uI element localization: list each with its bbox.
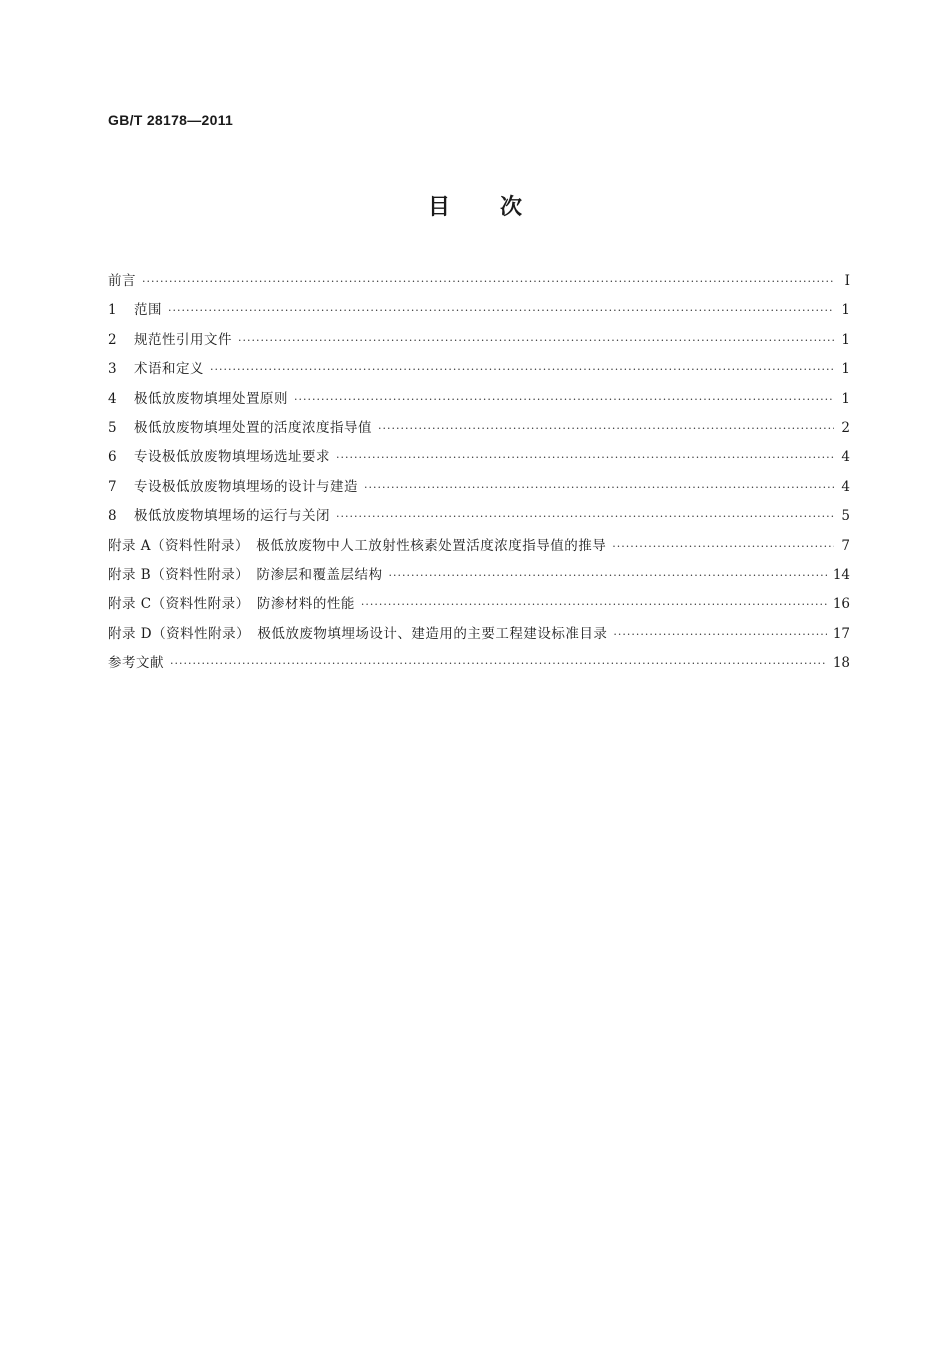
toc-label: 极低放废物填埋处置的活度浓度指导值 (134, 419, 372, 436)
toc-entry-appendix-a[interactable] (108, 534, 850, 563)
toc-page-number: 16 (832, 596, 850, 613)
toc-label: 专设极低放废物填埋场的设计与建造 (134, 478, 358, 495)
toc-entry-4[interactable] (108, 387, 850, 416)
toc-label: 附录 D（资料性附录） 极低放废物填埋场设计、建造用的主要工程建设标准目录 (108, 625, 608, 642)
toc-page-number: 4 (841, 478, 850, 495)
toc-leader (388, 569, 826, 582)
toc-leader (168, 304, 834, 317)
toc-entry-references[interactable] (108, 651, 850, 680)
toc-label: 极低放废物填埋处置原则 (134, 390, 288, 407)
toc-entry-8[interactable] (108, 504, 850, 533)
toc-page-number: 1 (841, 361, 850, 378)
toc-section-number: 5 (108, 419, 117, 436)
toc-page-number: 1 (841, 331, 850, 348)
toc-leader (294, 393, 834, 406)
toc-page-number: 5 (841, 508, 850, 525)
toc-entry-appendix-c[interactable] (108, 592, 850, 621)
toc-section-number: 3 (108, 361, 117, 378)
toc-leader (336, 451, 834, 464)
toc-section-number: 2 (108, 331, 117, 348)
toc-entry-5[interactable] (108, 416, 850, 445)
toc-label: 范围 (134, 302, 162, 319)
toc-label: 术语和定义 (134, 361, 204, 378)
toc-label: 附录 B（资料性附录） 防渗层和覆盖层结构 (108, 566, 383, 583)
toc-label: 规范性引用文件 (134, 331, 232, 348)
toc-section-number: 4 (108, 390, 117, 407)
toc-label: 前言 (108, 273, 136, 289)
toc-label: 参考文献 (108, 655, 164, 672)
toc-leader (364, 481, 834, 494)
toc-page-number: 14 (832, 566, 850, 583)
toc-label: 极低放废物填埋场的运行与关闭 (134, 508, 330, 525)
toc-section-number: 8 (108, 508, 117, 525)
toc-page-number: 7 (841, 537, 850, 554)
toc-entry-foreword[interactable] (108, 269, 850, 298)
toc-label: 附录 A（资料性附录） 极低放废物中人工放射性核素处置活度浓度指导值的推导 (108, 537, 607, 554)
toc-page-number: 1 (841, 390, 850, 407)
toc-entry-appendix-d[interactable] (108, 622, 850, 651)
toc-leader (336, 510, 834, 523)
toc-entry-2[interactable] (108, 328, 850, 357)
toc-page-number: 17 (832, 625, 850, 642)
toc-leader (378, 422, 834, 435)
toc-leader (612, 540, 834, 553)
title-char-1: 目 (427, 195, 450, 220)
toc-page-number: 1 (841, 302, 850, 319)
toc-entry-7[interactable] (108, 475, 850, 504)
toc-leader (170, 657, 827, 670)
toc-entry-6[interactable] (108, 445, 850, 474)
toc-entry-3[interactable] (108, 357, 850, 386)
toc-page-number: Ⅰ (844, 273, 850, 289)
toc-section-number: 1 (108, 302, 117, 319)
toc-leader (210, 363, 834, 376)
table-of-contents (108, 269, 850, 680)
toc-leader (142, 275, 834, 288)
toc-page-number: 2 (841, 419, 850, 436)
toc-entry-1[interactable] (108, 298, 850, 327)
toc-leader (613, 628, 826, 641)
standard-code: GB/T 28178—2011 (108, 112, 234, 128)
toc-page-number: 18 (832, 655, 850, 672)
toc-section-number: 6 (108, 449, 117, 466)
toc-section-number: 7 (108, 478, 117, 495)
title-char-2: 次 (500, 195, 523, 220)
page-title (0, 193, 950, 223)
toc-label: 专设极低放废物填埋场选址要求 (134, 449, 330, 466)
toc-leader (361, 598, 827, 611)
toc-page-number: 4 (841, 449, 850, 466)
toc-entry-appendix-b[interactable] (108, 563, 850, 592)
toc-leader (238, 334, 834, 347)
toc-label: 附录 C（资料性附录） 防渗材料的性能 (108, 596, 355, 613)
